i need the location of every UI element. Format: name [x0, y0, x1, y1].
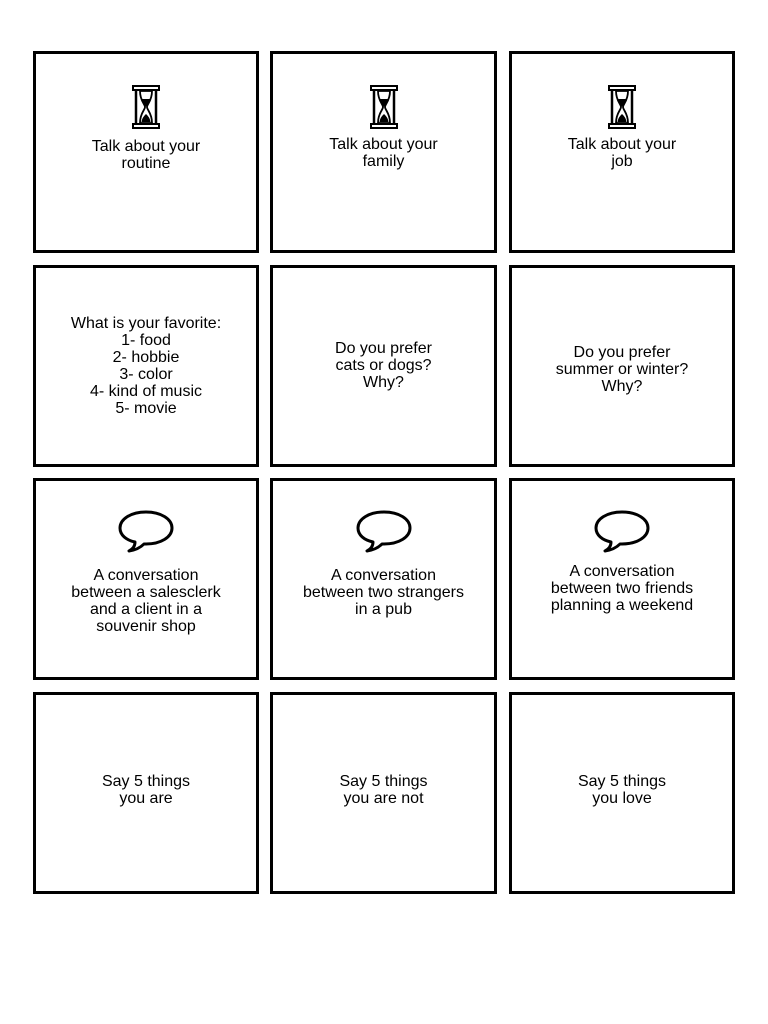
card-text: What is your favorite: 1- food 2- hobbie 3- color 4- kind of music 5- movie [70, 315, 222, 417]
card-say-things-you-are-not [270, 692, 497, 894]
card-text: Talk about your job [567, 136, 677, 170]
card-talk-family [270, 51, 497, 253]
card-say-things-you-are [33, 692, 259, 894]
card-text: Say 5 things you love [577, 773, 667, 807]
card-conversation-salesclerk [33, 478, 259, 680]
card-summer-or-winter [509, 265, 735, 467]
card-text: Do you prefer summer or winter? Why? [555, 344, 689, 395]
card-text: A conversation between two friends planning a weekend [550, 563, 694, 614]
speech-bubble-icon [355, 509, 413, 553]
hourglass-icon [132, 85, 160, 129]
hourglass-icon [608, 85, 636, 129]
card-text: Talk about your routine [91, 138, 201, 172]
card-conversation-friends [509, 478, 735, 680]
card-text: Talk about your family [329, 136, 438, 170]
card-talk-routine [33, 51, 259, 253]
card-text: Do you prefer cats or dogs? Why? [335, 340, 432, 391]
card-conversation-strangers [270, 478, 497, 680]
card-talk-job [509, 51, 735, 253]
card-cats-or-dogs [270, 265, 497, 467]
hourglass-icon [370, 85, 398, 129]
card-text: Say 5 things you are not [339, 773, 428, 807]
speech-bubble-icon [117, 509, 175, 553]
card-favorite-list [33, 265, 259, 467]
card-say-things-you-love [509, 692, 735, 894]
card-text: A conversation between a salesclerk and a client in a souvenir shop [71, 567, 221, 635]
card-text: Say 5 things you are [101, 773, 191, 807]
speech-bubble-icon [593, 509, 651, 553]
card-text: A conversation between two strangers in a pub [303, 567, 464, 618]
